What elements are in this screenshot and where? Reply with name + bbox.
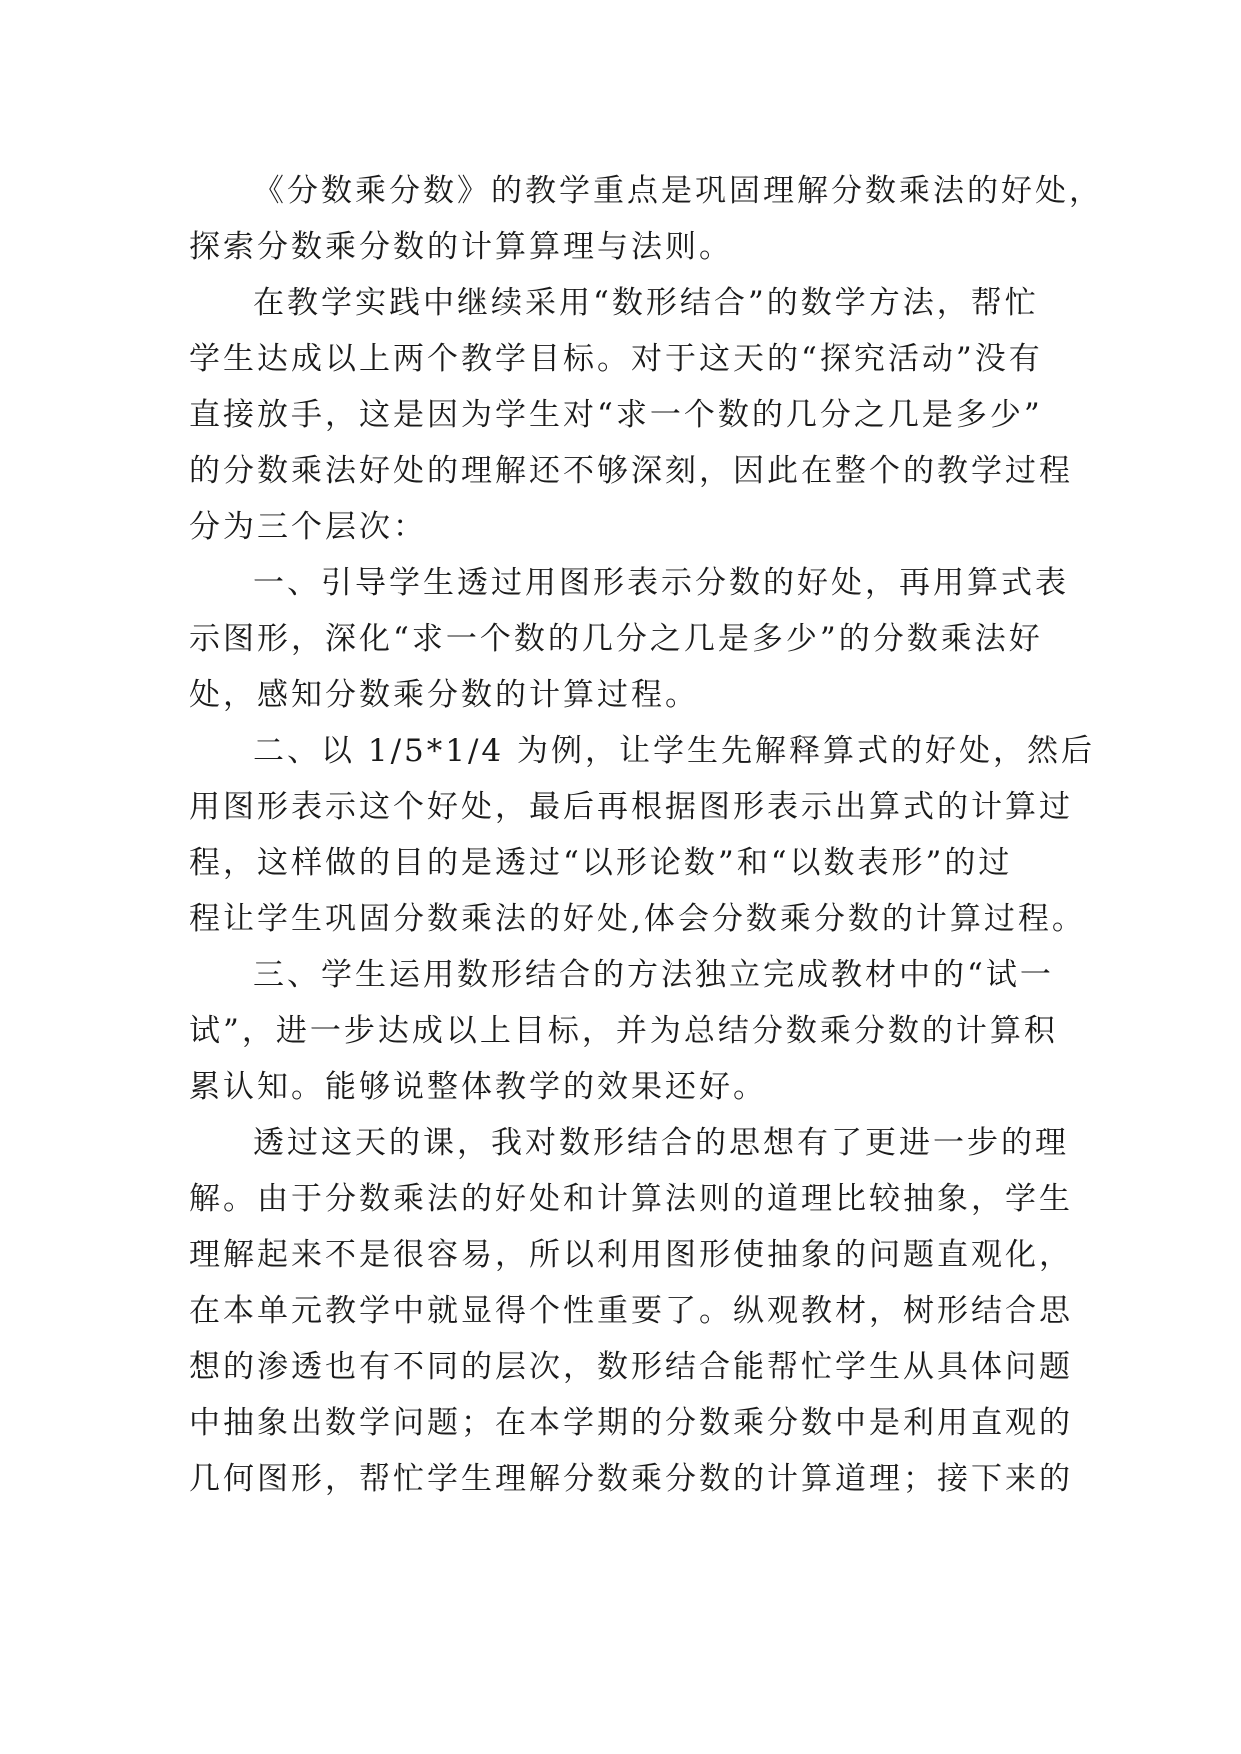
paragraph-line: 用图形表示这个好处，最后再根据图形表示出算式的计算过: [189, 789, 1073, 825]
paragraph-3: [189, 555, 1069, 723]
paragraph-line: 二、以 1/5*1/4 为例，让学生先解释算式的好处，然后: [253, 733, 1095, 769]
paragraph-line: 分为三个层次：: [189, 509, 427, 545]
paragraph-line: 想的渗透也有不同的层次，数形结合能帮忙学生从具体问题: [189, 1349, 1073, 1385]
paragraph-line: 一、引导学生透过用图形表示分数的好处，再用算式表: [253, 565, 1069, 601]
paragraph-line: 《分数乘分数》的教学重点是巩固理解分数乘法的好处，: [253, 173, 1103, 209]
paragraph-5: [189, 947, 1069, 1115]
paragraph-1: [189, 163, 1103, 275]
paragraph-line: 累认知。能够说整体教学的效果还好。: [189, 1069, 767, 1105]
paragraph-line: 在本单元教学中就显得个性重要了。纵观教材，树形结合思: [189, 1293, 1073, 1329]
paragraph-6: [189, 1115, 1073, 1507]
paragraph-line: 的分数乘法好处的理解还不够深刻，因此在整个的教学过程: [189, 453, 1073, 489]
paragraph-line: 程让学生巩固分数乘法的好处,体会分数乘分数的计算过程。: [189, 901, 1086, 937]
paragraph-line: 解。由于分数乘法的好处和计算法则的道理比较抽象，学生: [189, 1181, 1073, 1217]
paragraph-line: 三、学生运用数形结合的方法独立完成教材中的“试一: [253, 957, 1054, 993]
paragraph-line: 处，感知分数乘分数的计算过程。: [189, 677, 699, 713]
paragraph-line: 中抽象出数学问题；在本学期的分数乘分数中是利用直观的: [189, 1405, 1073, 1441]
paragraph-2: [189, 275, 1073, 555]
paragraph-line: 在教学实践中继续采用“数形结合”的数学方法，帮忙: [253, 285, 1039, 321]
paragraph-line: 理解起来不是很容易，所以利用图形使抽象的问题直观化，: [189, 1237, 1073, 1273]
document-body: [189, 163, 1103, 1507]
paragraph-line: 示图形，深化“求一个数的几分之几是多少”的分数乘法好: [189, 621, 1043, 657]
paragraph-line: 学生达成以上两个教学目标。对于这天的“探究活动”没有: [189, 341, 1043, 377]
paragraph-line: 透过这天的课，我对数形结合的思想有了更进一步的理: [253, 1125, 1069, 1161]
paragraph-line: 几何图形，帮忙学生理解分数乘分数的计算道理；接下来的: [189, 1461, 1073, 1497]
paragraph-line: 试”，进一步达成以上目标，并为总结分数乘分数的计算积: [189, 1013, 1058, 1049]
paragraph-line: 探索分数乘分数的计算算理与法则。: [189, 229, 733, 265]
paragraph-line: 直接放手，这是因为学生对“求一个数的几分之几是多少”: [189, 397, 1043, 433]
paragraph-line: 程，这样做的目的是透过“以形论数”和“以数表形”的过: [189, 845, 1013, 881]
paragraph-4: [189, 723, 1095, 947]
